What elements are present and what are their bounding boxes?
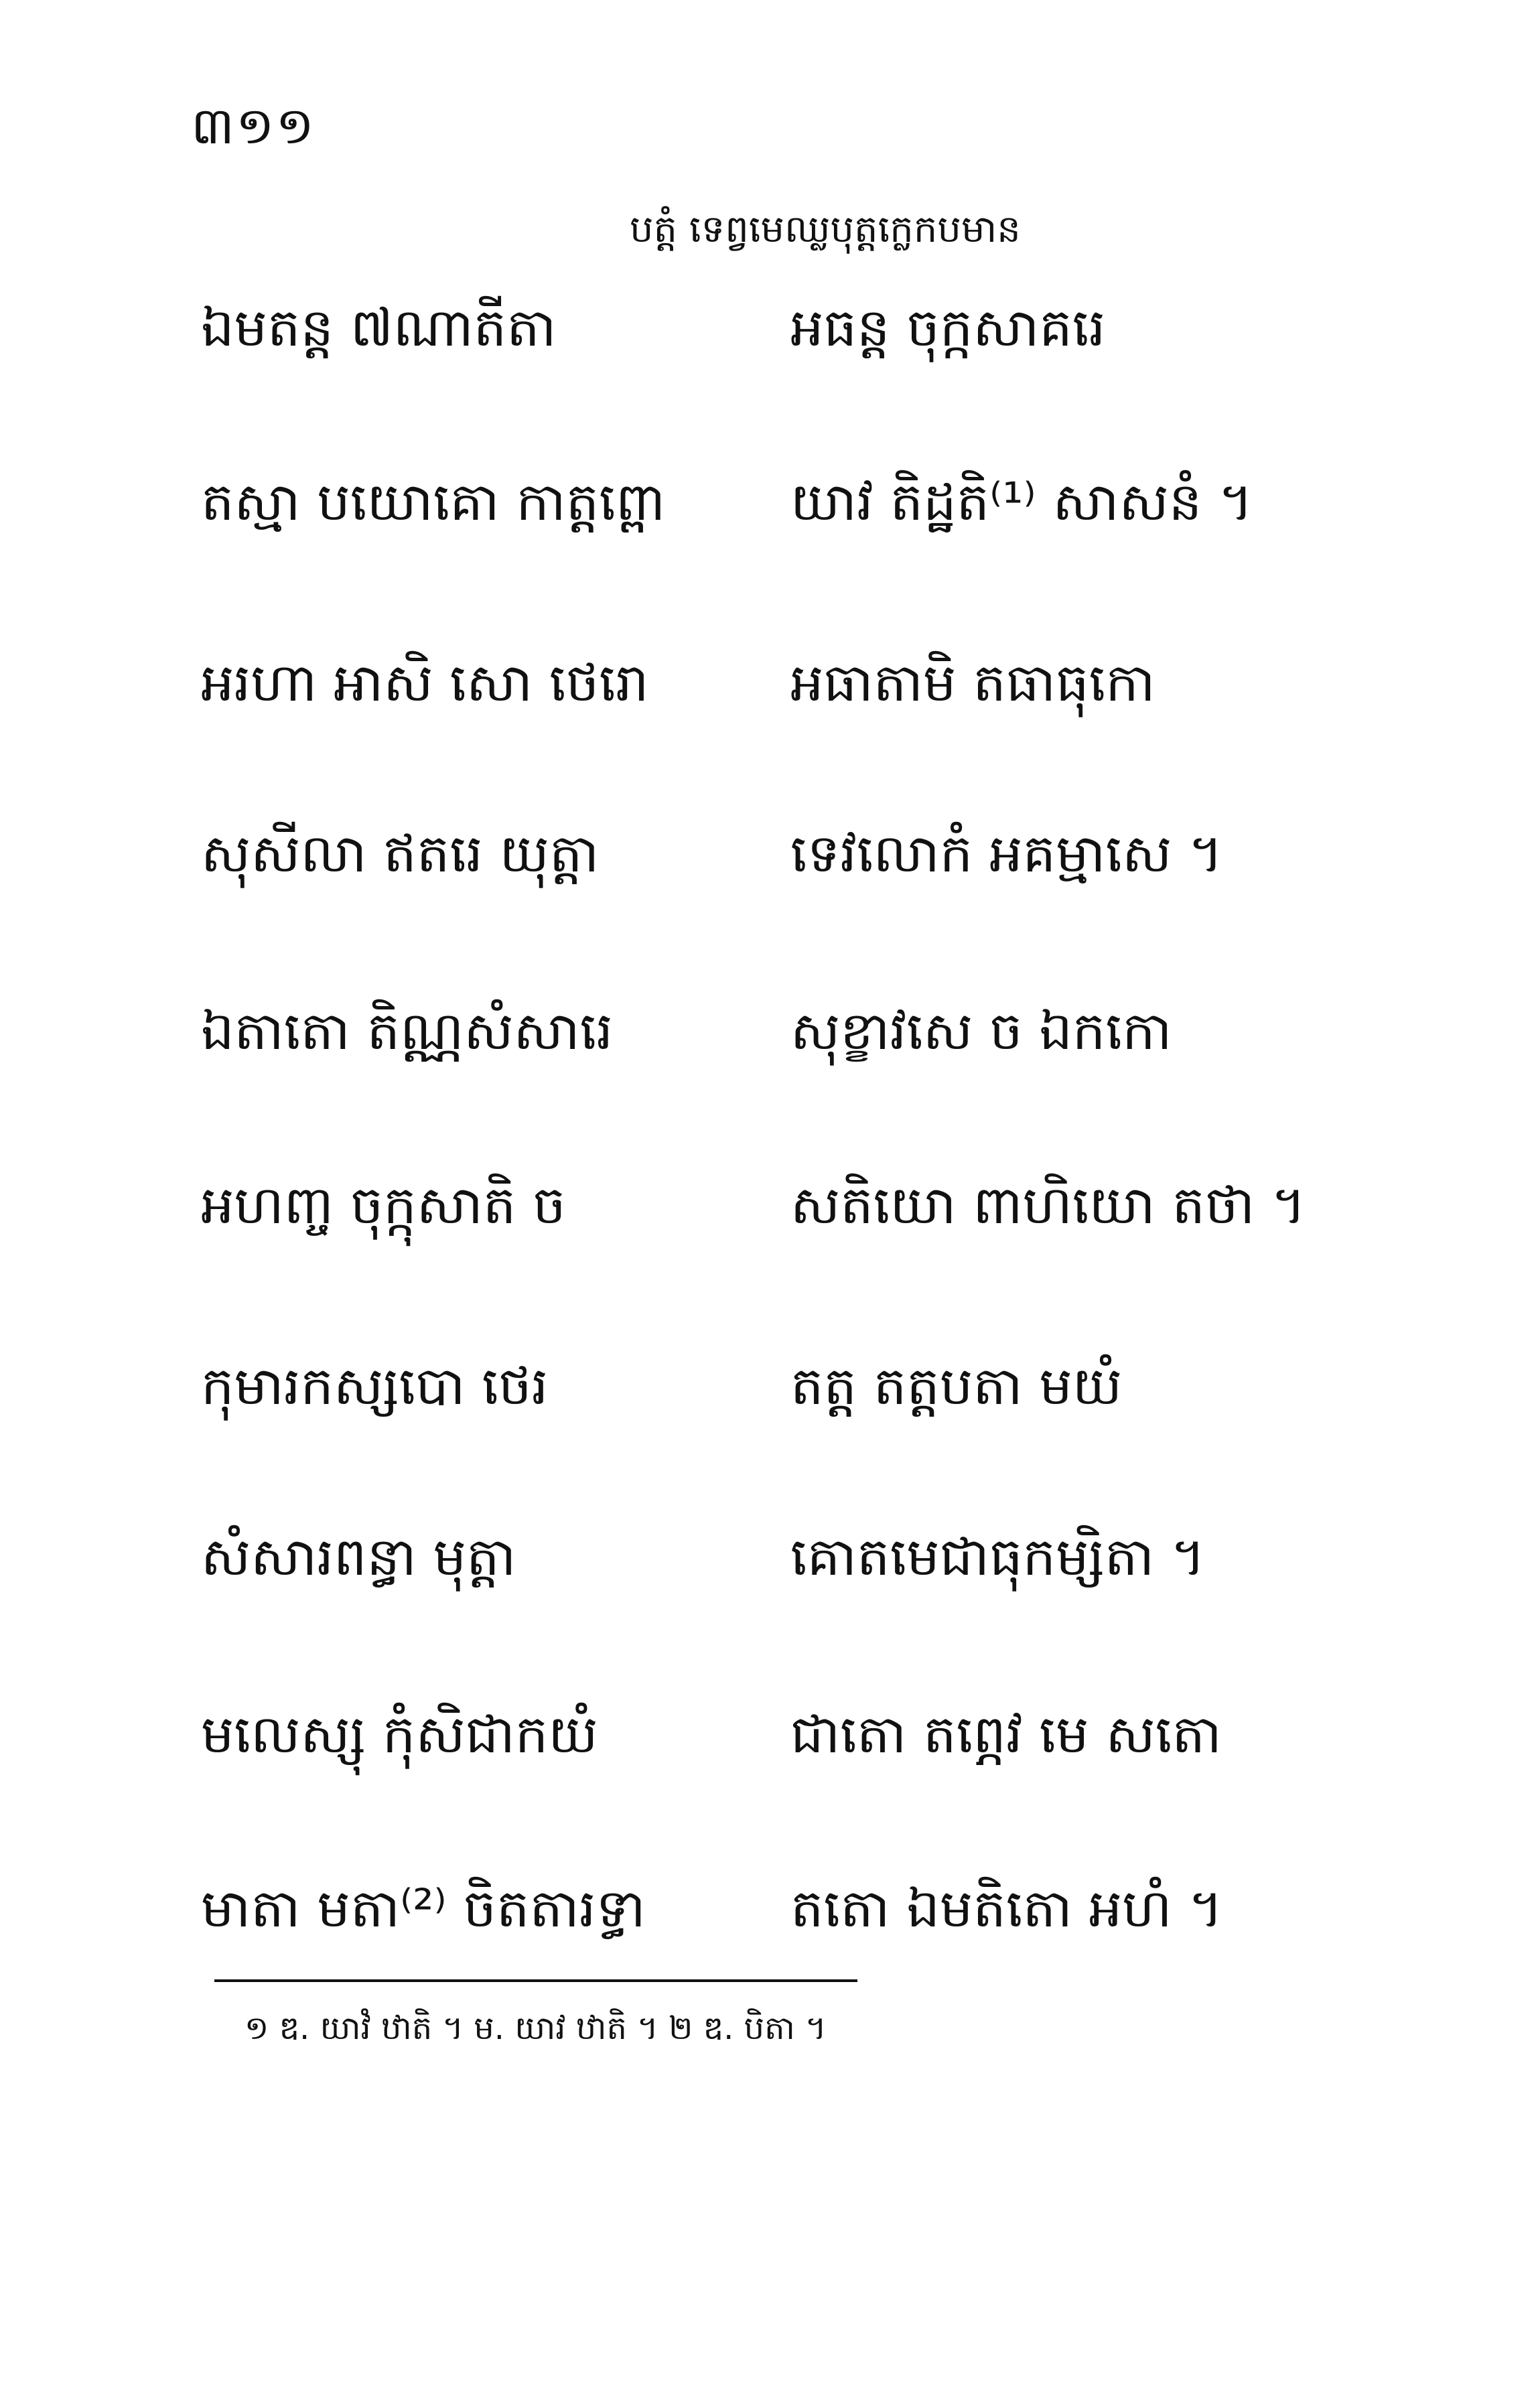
verse-line-7 [201, 1346, 1380, 1427]
verse-second-half: គោតមេជាធុកម្សិតា ។ [790, 1527, 1206, 1588]
verse-first-half: សំសារពន្ធា មុត្តា [201, 1527, 516, 1588]
verse-first-half: អរហា អាសិ សោ ថេរោ [201, 653, 649, 713]
verse-line-4 [201, 814, 1380, 894]
verse-line-1 [201, 288, 1380, 368]
verse-line-5 [201, 991, 1380, 1072]
footnote-divider [214, 1979, 857, 1982]
verse-line-8 [201, 1517, 1380, 1598]
verse-second-half: សុខ្ខាវសេ ច ឯកកោ [790, 1001, 1172, 1062]
verse-first-half: មលេស្សុ កុំសិជាកយំ [201, 1705, 598, 1765]
verse-line-2 [201, 462, 1380, 543]
verse-first-half: តស្មា បយោគោ កាត្តព្ពោ [201, 472, 666, 533]
verse-second-half: អធាតាមិ តធាធុកោ [790, 653, 1156, 713]
verse-first-half: ឯតាតោ តិណ្ណសំសារេ [201, 1001, 614, 1062]
verse-line-9 [201, 1695, 1380, 1775]
footnote: ១ ឌ. យាវំ ឋាតិ ។ ម. យាវ ឋាតិ ។ ២ ឌ. បិតា ។ [244, 2010, 827, 2047]
verse-line-10 [201, 1869, 1380, 1949]
verse-second-half: តតោ ឯមតិតោ អហំ ។ [790, 1879, 1223, 1939]
page-number: ៣១១ [191, 96, 316, 155]
verse-second-half: ទេវលោកំ អគម្មាសេ ។ [790, 824, 1223, 884]
verse-line-6 [201, 1166, 1380, 1246]
verse-second-half: សតិយោ ពាហិយោ តថា ។ [790, 1176, 1306, 1236]
verse-first-half: អហញ្ច ចុក្កុសាតិ ច [201, 1176, 566, 1236]
verse-second-half: អធន្ត ចុក្កសាគរេ [790, 298, 1106, 358]
verse-second-half: តត្ត តត្តបតា មយំ [790, 1356, 1123, 1417]
verse-first-half: ឯមតន្ត ៧ណាតីតា [201, 298, 557, 358]
verse-line-3 [201, 643, 1380, 723]
verse-first-half: មាតា មតា⁽²⁾ ចិតតារទ្ធា [201, 1879, 646, 1939]
verse-first-half: សុសីលា ឥតរេ យុត្តា [201, 824, 600, 884]
verse-second-half: ជាតោ តព្ភេវ មេ សតោ [790, 1705, 1222, 1765]
verse-second-half: យាវ តិដ្ឋតិ⁽¹⁾ សាសនំ ។ [790, 472, 1253, 533]
verse-first-half: កុមារកស្សបោ ថេរ [201, 1356, 549, 1417]
page-title: បត្តំ ទេព្វមេឈ្លបុត្តក្លេកបមាន [630, 208, 1021, 251]
